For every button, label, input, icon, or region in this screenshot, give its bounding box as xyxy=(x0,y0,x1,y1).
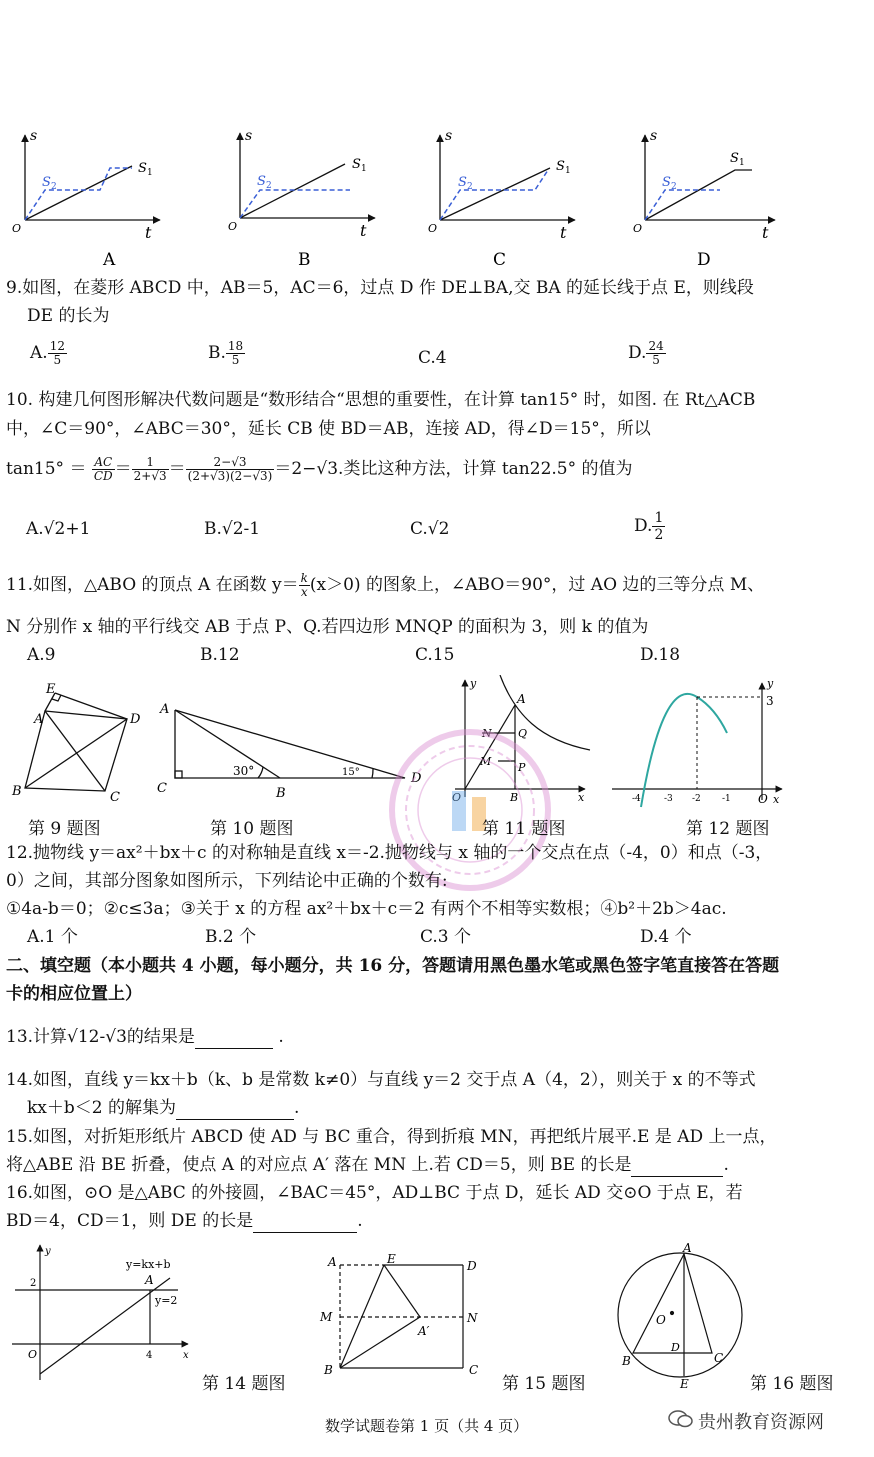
fig15-caption: 第 15 题图 xyxy=(502,1374,586,1394)
svg-text:O: O xyxy=(656,1313,666,1327)
q10-option-b: B.√2-1 xyxy=(204,519,261,539)
q9-option-d: D. $\frac{24}{5}$ xyxy=(628,339,664,367)
section2-heading-line1: 二、填空题（本小题共 4 小题，每小题分，共 16 分，答题请用黑色墨水笔或黑色签字笔直接答在答题 xyxy=(6,956,780,976)
svg-text:1: 1 xyxy=(147,168,153,178)
svg-text:S: S xyxy=(458,175,467,190)
svg-text:t: t xyxy=(145,223,152,242)
q12-line2: 0）之间，其部分图象如图所示，下列结论中正确的个数有: xyxy=(6,871,448,891)
svg-text:B: B xyxy=(12,784,22,799)
q14-line1: 14.如图，直线 y＝kx＋b（k、b 是常数 k≠0）与直线 y＝2 交于点 A（4，2），则关于 x 的不等式 xyxy=(6,1070,756,1090)
q9-line2: DE 的长为 xyxy=(27,306,110,326)
svg-text:A: A xyxy=(683,1241,692,1255)
fig14-caption: 第 14 题图 xyxy=(202,1374,286,1394)
q9-line1: 9.如图，在菱形 ABCD 中，AB＝5，AC＝6，过点 D 作 DE⊥BA,交 BA 的延长线于点 E，则线段 xyxy=(6,278,754,298)
svg-text:4: 4 xyxy=(146,1350,153,1361)
svg-text:y=2: y=2 xyxy=(155,1294,178,1307)
svg-text:t: t xyxy=(560,223,567,242)
svg-text:M: M xyxy=(480,755,492,768)
graph-a-label: A xyxy=(103,250,116,270)
svg-text:C: C xyxy=(714,1351,724,1365)
svg-text:t: t xyxy=(360,221,367,240)
fig16-caption: 第 16 题图 xyxy=(750,1374,834,1394)
q10-option-a: A.√2+1 xyxy=(26,519,91,539)
svg-text:1: 1 xyxy=(565,166,571,176)
svg-text:E: E xyxy=(680,1377,689,1390)
graph-c xyxy=(428,128,575,242)
svg-text:A: A xyxy=(160,702,170,717)
q11-option-c: C.15 xyxy=(415,645,455,665)
graph-a-s-axis: s xyxy=(30,128,38,144)
q9-option-b: B. $\frac{18}{5}$ xyxy=(208,339,244,367)
svg-text:x: x xyxy=(773,793,780,806)
q15-line2: 将△ABE 沿 BE 折叠，使点 A 的对应点 A′ 落在 MN 上.若 CD＝5，则 BE 的长是 . xyxy=(6,1155,729,1175)
q12-option-b: B.2 个 xyxy=(205,927,257,947)
graph-options xyxy=(0,120,874,270)
svg-text:D: D xyxy=(130,712,141,727)
svg-text:D: D xyxy=(411,771,422,786)
page-footer: 数学试题卷第 1 页（共 4 页） xyxy=(325,1417,529,1435)
svg-text:1: 1 xyxy=(739,158,745,168)
fig9-caption: 第 9 题图 xyxy=(28,819,101,839)
svg-text:y: y xyxy=(767,677,774,690)
svg-text:E: E xyxy=(387,1252,396,1266)
q12-option-c: C.3 个 xyxy=(420,927,472,947)
fig11-caption: 第 11 题图 xyxy=(482,819,566,839)
fig12-caption: 第 12 题图 xyxy=(686,819,770,839)
svg-text:15°: 15° xyxy=(342,767,360,778)
svg-text:Q: Q xyxy=(518,727,528,740)
svg-text:D: D xyxy=(671,1341,680,1354)
q10-line1: 10. 构建几何图形解决代数问题是“数形结合“思想的重要性，在计算 tan15° 时，如图. 在 Rt△ACB xyxy=(6,390,756,410)
svg-text:2: 2 xyxy=(266,181,272,191)
svg-text:30°: 30° xyxy=(233,764,255,778)
svg-text:S: S xyxy=(662,175,671,190)
svg-text:O: O xyxy=(12,222,22,235)
svg-text:2: 2 xyxy=(30,1278,37,1289)
svg-text:-4: -4 xyxy=(632,794,641,804)
q16-line2: BD＝4，CD＝1，则 DE 的长是 . xyxy=(6,1211,363,1231)
svg-text:2: 2 xyxy=(671,182,677,192)
svg-text:A: A xyxy=(328,1255,337,1269)
svg-text:O: O xyxy=(633,222,643,235)
fig12-parabola xyxy=(612,683,782,807)
svg-text:O: O xyxy=(228,220,238,233)
q11-option-b: B.12 xyxy=(200,645,240,665)
svg-text:S: S xyxy=(257,174,266,189)
q11-option-d: D.18 xyxy=(640,645,681,665)
q9-option-a: A. $\frac{12}{5}$ xyxy=(30,339,65,367)
svg-text:B: B xyxy=(276,786,286,801)
fig15-rectangle xyxy=(340,1265,463,1368)
svg-text:N: N xyxy=(467,1311,478,1325)
q12-option-d: D.4 个 xyxy=(640,927,692,947)
svg-text:D: D xyxy=(467,1259,477,1273)
svg-text:B: B xyxy=(510,791,519,804)
svg-text:S: S xyxy=(730,151,739,166)
svg-text:A′: A′ xyxy=(418,1324,430,1338)
wechat-icon xyxy=(668,1409,694,1429)
section2-heading-line2: 卡的相应位置上） xyxy=(6,984,142,1004)
svg-text:x: x xyxy=(578,791,585,804)
svg-text:y: y xyxy=(45,1246,51,1257)
q9-option-c: C.4 xyxy=(418,348,447,368)
svg-text:2: 2 xyxy=(467,182,473,192)
svg-text:3: 3 xyxy=(766,694,774,708)
svg-text:O: O xyxy=(758,792,768,806)
q10-option-d: D. $\frac{1}{2}$ xyxy=(634,510,664,543)
graph-b-label: B xyxy=(298,250,311,270)
graph-d xyxy=(633,128,775,242)
graph-c-label: C xyxy=(493,250,507,270)
q11-line1: 11.如图，△ABO 的顶点 A 在函数 y＝ $\frac{k}{x}$ (x＞0) 的图象上，∠ABO＝90°，过 AO 边的三等分点 M、 xyxy=(6,571,765,599)
q16-line1: 16.如图，⊙O 是△ABC 的外接圆，∠BAC＝45°，AD⊥BC 于点 D，延长 AD 交⊙O 于点 E，若 xyxy=(6,1183,743,1203)
svg-text:-2: -2 xyxy=(692,794,701,804)
svg-text:E: E xyxy=(46,682,56,697)
figures-row2 xyxy=(0,1240,874,1390)
graph-a xyxy=(12,128,160,242)
svg-text:S: S xyxy=(556,159,565,174)
q15-line1: 15.如图，对折矩形纸片 ABCD 使 AD 与 BC 重合，得到折痕 MN，再把纸片展平.E 是 AD 上一点， xyxy=(6,1127,777,1147)
svg-text:C: C xyxy=(469,1363,479,1377)
q10-option-c: C.√2 xyxy=(410,519,450,539)
source-watermark: 贵州教育资源网 xyxy=(698,1412,824,1433)
svg-text:C: C xyxy=(110,790,120,805)
svg-text:s: s xyxy=(245,128,253,144)
svg-text:B: B xyxy=(324,1363,333,1377)
svg-text:y=kx+b: y=kx+b xyxy=(126,1258,171,1271)
graph-d-label: D xyxy=(697,250,711,270)
q10-formula: tan15° ＝ $\frac{AC}{CD}$ ＝ $\frac{1}{2+√3}$ ＝ $\frac{2-√3}{(2+√3)(2-√3)}$ ＝2−√3.类比这种方法，计算 tan22.5° 的值为 xyxy=(6,455,633,483)
svg-text:S: S xyxy=(42,175,51,190)
svg-text:C: C xyxy=(157,781,167,796)
q12-line1: 12.抛物线 y＝ax²＋bx＋c 的对称轴是直线 x＝-2.抛物线与 x 轴的一个交点在点（-4，0）和点（-3， xyxy=(6,843,773,863)
svg-text:O: O xyxy=(452,791,462,804)
graph-b xyxy=(228,128,375,240)
fig10-caption: 第 10 题图 xyxy=(210,819,294,839)
q13: 13.计算√12-√3的结果是 . xyxy=(6,1027,284,1047)
svg-text:s: s xyxy=(650,128,658,144)
svg-text:B: B xyxy=(622,1354,631,1368)
svg-text:P: P xyxy=(518,761,526,774)
fig16-circle xyxy=(618,1253,742,1377)
q12-line3: ①4a-b＝0；②c≤3a；③关于 x 的方程 ax²＋bx＋c＝2 有两个不相等实数根；④b²＋2b＞4ac. xyxy=(6,899,727,919)
q11-option-a: A.9 xyxy=(27,645,56,665)
svg-text:M: M xyxy=(320,1310,333,1324)
svg-text:S: S xyxy=(138,161,147,176)
q11-line2: N 分别作 x 轴的平行线交 AB 于点 P、Q.若四边形 MNQP 的面积为 3，则 k 的值为 xyxy=(6,617,649,637)
svg-text:s: s xyxy=(445,128,453,144)
svg-text:-1: -1 xyxy=(722,794,731,804)
svg-text:y: y xyxy=(470,677,477,690)
svg-text:1: 1 xyxy=(361,164,367,174)
svg-text:S: S xyxy=(352,157,361,172)
svg-text:O: O xyxy=(28,1348,38,1361)
svg-text:N: N xyxy=(482,727,492,740)
svg-text:t: t xyxy=(762,223,769,242)
q10-line2: 中，∠C＝90°，∠ABC＝30°，延长 CB 使 BD＝AB，连接 AD，得∠D＝15°，所以 xyxy=(6,419,651,439)
svg-text:2: 2 xyxy=(51,182,57,192)
svg-text:x: x xyxy=(183,1350,189,1361)
fig9-rhombus xyxy=(25,693,127,791)
svg-text:O: O xyxy=(428,222,438,235)
svg-text:A: A xyxy=(517,692,526,706)
q14-line2: kx＋b＜2 的解集为 . xyxy=(27,1098,300,1118)
q12-option-a: A.1 个 xyxy=(27,927,78,947)
svg-text:A: A xyxy=(145,1273,154,1287)
svg-text:-3: -3 xyxy=(664,794,673,804)
svg-text:A: A xyxy=(34,712,44,727)
